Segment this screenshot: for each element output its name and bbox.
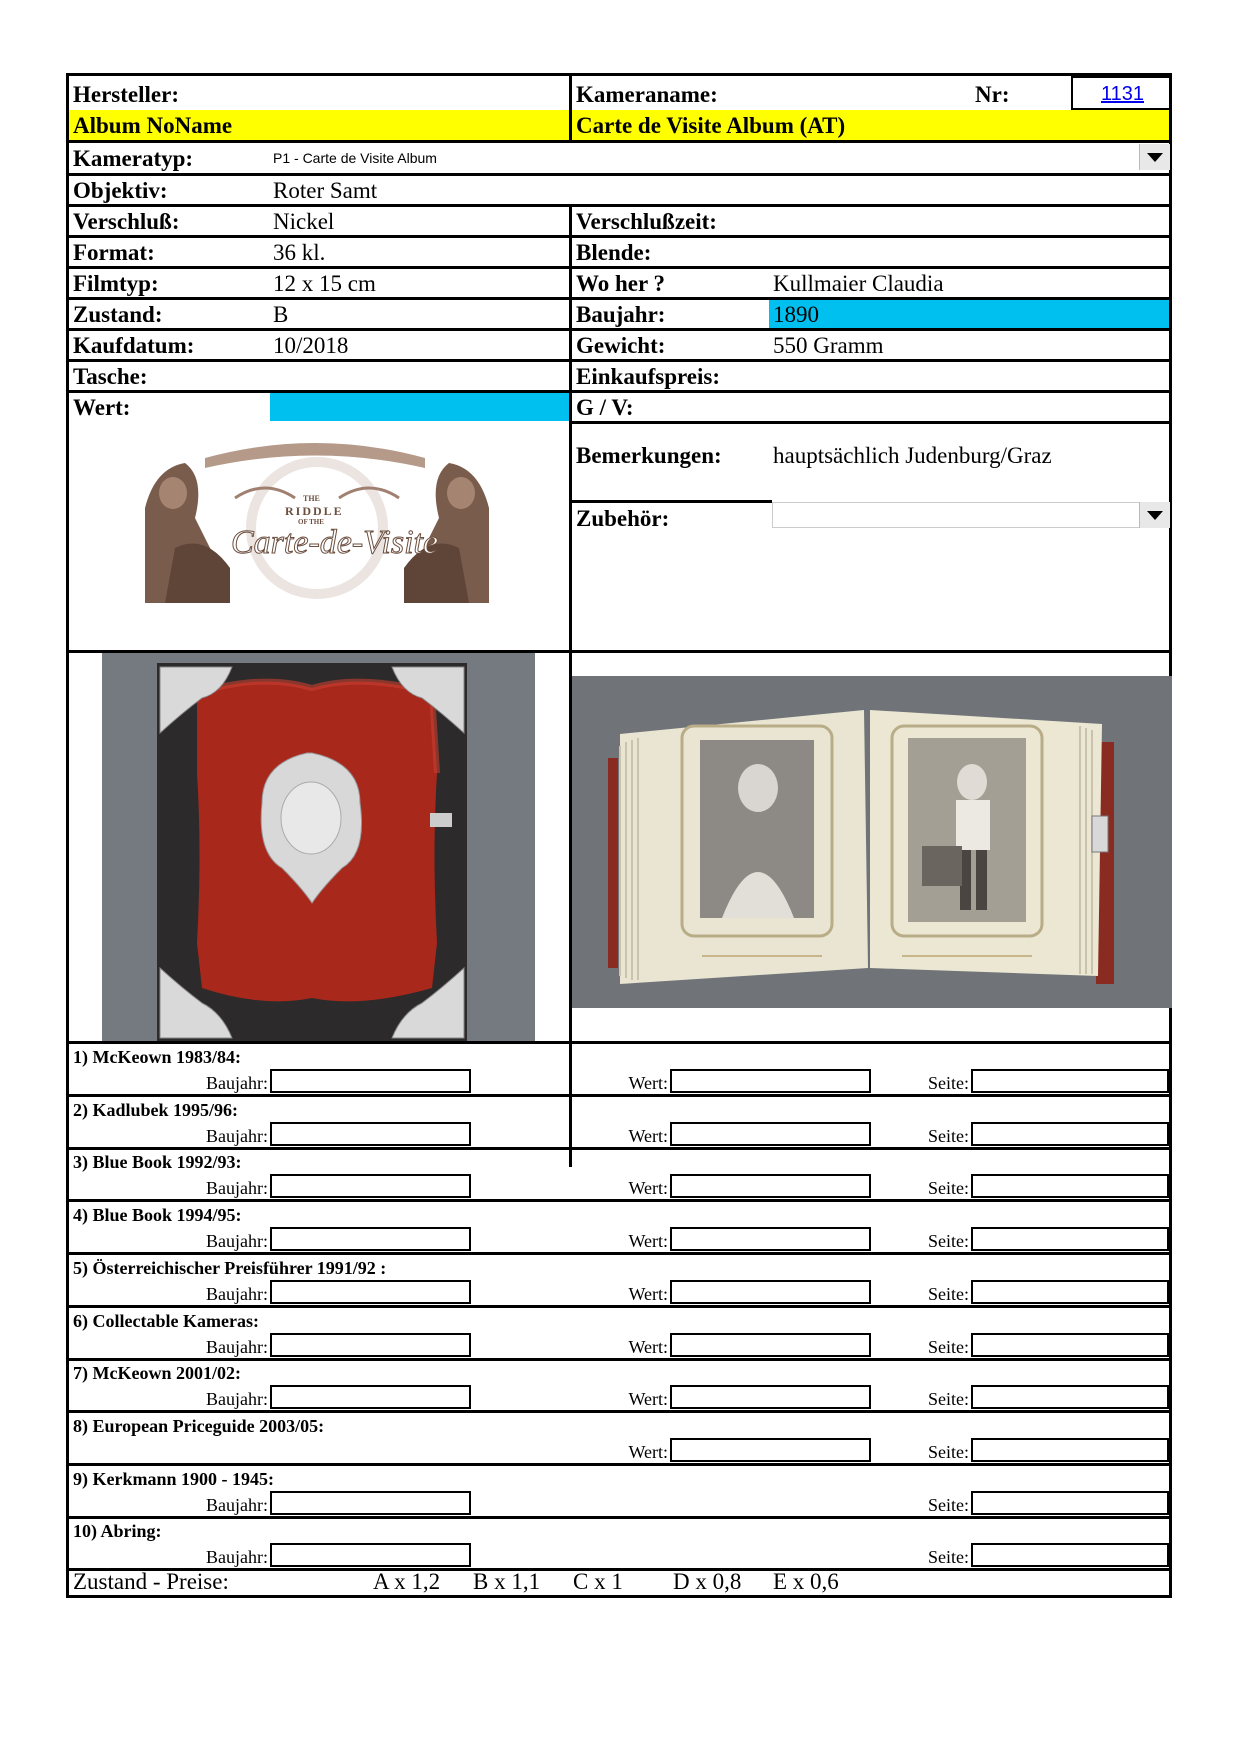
verschluss-value: Nickel <box>273 209 335 234</box>
zustand-label: Zustand: <box>73 302 163 327</box>
wert-label: Wert: <box>73 395 131 420</box>
format-row <box>69 238 1169 266</box>
wert-input[interactable] <box>670 1280 871 1304</box>
baujahr-input[interactable] <box>270 1385 471 1409</box>
wert-row <box>69 393 1169 421</box>
baujahr-label: Baujahr: <box>576 302 666 327</box>
seite-input[interactable] <box>971 1543 1169 1567</box>
zustand-preise-label: Zustand - Preise: <box>73 1569 229 1594</box>
filmtyp-row <box>69 269 1169 297</box>
album-cover-photo <box>102 653 535 1044</box>
open-album-photo <box>572 676 1172 1008</box>
reference-row <box>69 1044 1169 1096</box>
baujahr-label: Baujahr: <box>206 1073 268 1093</box>
zubehoer-select[interactable] <box>772 502 1170 528</box>
zubehoer-label: Zubehör: <box>576 506 670 531</box>
objektiv-label: Objektiv: <box>73 178 168 203</box>
preis-c: C x 1 <box>573 1569 623 1594</box>
baujahr-label: Baujahr: <box>206 1283 268 1304</box>
verschluss-row <box>69 207 1169 235</box>
seite-label: Seite: <box>928 1283 969 1304</box>
wert-input[interactable] <box>670 1385 871 1409</box>
seite-label: Seite: <box>928 1441 969 1462</box>
kameratyp-row <box>69 143 1169 173</box>
format-label: Format: <box>73 240 155 265</box>
baujahr-input[interactable] <box>270 1491 471 1515</box>
album-cover-graphic <box>102 653 535 1044</box>
wert-label: Wert: <box>628 1125 668 1146</box>
kaufdatum-row <box>69 331 1169 359</box>
reference-title: 6) Collectable Kameras: <box>73 1310 259 1331</box>
carte-de-visite-logo <box>135 438 499 606</box>
logo-line3: OF THE <box>298 518 324 526</box>
zustand-row <box>69 300 1169 328</box>
seite-input[interactable] <box>971 1227 1169 1251</box>
reference-row <box>69 1360 1169 1412</box>
wert-label: Wert: <box>628 1231 668 1252</box>
open-album-graphic <box>572 676 1172 1008</box>
wert-input[interactable] <box>670 1333 871 1357</box>
zubehoer-dropdown-icon[interactable] <box>1139 502 1170 528</box>
gewicht-value: 550 Gramm <box>773 333 884 358</box>
preis-d: D x 0,8 <box>673 1569 742 1594</box>
baujahr-label: Baujahr: <box>206 1494 268 1515</box>
nr-box <box>1071 76 1172 110</box>
verschluss-label: Verschluß: <box>73 209 180 234</box>
seite-label: Seite: <box>928 1494 969 1515</box>
preis-b: B x 1,1 <box>473 1569 541 1594</box>
kameratyp-select-value[interactable]: P1 - Carte de Visite Album <box>273 150 437 166</box>
reference-title: 3) Blue Book 1992/93: <box>73 1152 242 1173</box>
seite-input[interactable] <box>971 1174 1169 1198</box>
baujahr-highlight <box>769 300 1169 328</box>
seite-input[interactable] <box>971 1385 1169 1409</box>
seite-label: Seite: <box>928 1178 969 1199</box>
kaufdatum-value: 10/2018 <box>273 333 349 358</box>
reference-row <box>69 1518 1169 1570</box>
seite-input[interactable] <box>971 1333 1169 1357</box>
seite-label: Seite: <box>928 1336 969 1357</box>
seite-label: Seite: <box>928 1389 969 1410</box>
zustand-value: B <box>273 302 289 327</box>
zustand-preise-row <box>69 1566 1169 1596</box>
header-values-row <box>69 110 1169 140</box>
reference-row <box>69 1466 1169 1518</box>
reference-title: 2) Kadlubek 1995/96: <box>73 1099 239 1120</box>
wert-highlight <box>270 393 570 421</box>
preis-a: A x 1,2 <box>373 1569 441 1594</box>
bemerkungen-label: Bemerkungen: <box>576 443 722 468</box>
baujahr-input[interactable] <box>270 1069 471 1093</box>
reference-row <box>69 1413 1169 1465</box>
seite-label: Seite: <box>928 1547 969 1568</box>
kaufdatum-label: Kaufdatum: <box>73 333 195 358</box>
seite-label: Seite: <box>928 1231 969 1252</box>
baujahr-label: Baujahr: <box>206 1336 268 1357</box>
objektiv-row <box>69 176 1169 204</box>
reference-row <box>69 1097 1169 1149</box>
baujahr-label: Baujahr: <box>206 1125 268 1146</box>
baujahr-input[interactable] <box>270 1227 471 1251</box>
camera-record-sheet <box>66 73 1172 1598</box>
reference-title: 5) Österreichischer Preisführer 1991/92 : <box>73 1257 387 1278</box>
baujahr-input[interactable] <box>270 1122 471 1146</box>
kameraname-value: Carte de Visite Album (AT) <box>576 113 846 138</box>
baujahr-input[interactable] <box>270 1333 471 1357</box>
logo-line1: THE <box>303 494 320 503</box>
baujahr-input[interactable] <box>270 1174 471 1198</box>
reference-row <box>69 1255 1169 1307</box>
logo-line2: RIDDLE <box>285 504 344 518</box>
reference-row <box>69 1202 1169 1254</box>
baujahr-input[interactable] <box>270 1280 471 1304</box>
baujahr-label: Baujahr: <box>206 1178 268 1199</box>
tasche-row <box>69 362 1169 390</box>
baujahr-label: Baujahr: <box>206 1389 268 1410</box>
blende-label: Blende: <box>576 240 652 265</box>
logo-line4: Carte-de-Visite <box>231 524 439 561</box>
wert-label: Wert: <box>628 1441 668 1462</box>
baujahr-input[interactable] <box>270 1543 471 1567</box>
baujahr-label: Baujahr: <box>206 1547 268 1568</box>
reference-row <box>69 1149 1169 1201</box>
hersteller-label: Hersteller: <box>73 82 179 107</box>
seite-input[interactable] <box>971 1438 1169 1462</box>
woher-value: Kullmaier Claudia <box>773 271 944 296</box>
gewicht-label: Gewicht: <box>576 333 666 358</box>
wert-input[interactable] <box>670 1438 871 1462</box>
preis-e: E x 0,6 <box>773 1569 839 1594</box>
header-row <box>69 76 1169 110</box>
wert-input[interactable] <box>670 1174 871 1198</box>
reference-title: 10) Abring: <box>73 1521 162 1542</box>
seite-label: Seite: <box>928 1125 969 1146</box>
wert-label: Wert: <box>628 1283 668 1304</box>
filmtyp-value: 12 x 15 cm <box>273 271 376 296</box>
seite-input[interactable] <box>971 1280 1169 1304</box>
nr-link[interactable]: 1131 <box>1101 83 1145 105</box>
kameratyp-dropdown-icon[interactable] <box>1139 144 1170 170</box>
kameraname-label: Kameraname: <box>576 82 718 107</box>
reference-row <box>69 1308 1169 1360</box>
reference-title: 1) McKeown 1983/84: <box>73 1047 241 1067</box>
wert-label: Wert: <box>628 1178 668 1199</box>
seite-input[interactable] <box>971 1491 1169 1515</box>
wert-label: Wert: <box>628 1389 668 1410</box>
seite-input[interactable] <box>971 1069 1169 1093</box>
seite-label: Seite: <box>928 1073 969 1093</box>
verschlusszeit-label: Verschlußzeit: <box>576 209 717 234</box>
reference-title: 9) Kerkmann 1900 - 1945: <box>73 1468 274 1489</box>
wert-input[interactable] <box>670 1227 871 1251</box>
nr-label: Nr: <box>975 82 1010 107</box>
objektiv-value: Roter Samt <box>273 178 378 203</box>
kameratyp-label: Kameratyp: <box>73 146 194 171</box>
woher-label: Wo her ? <box>576 271 666 296</box>
gv-label: G / V: <box>576 395 634 420</box>
reference-title: 4) Blue Book 1994/95: <box>73 1205 242 1226</box>
bemerkungen-value: hauptsächlich Judenburg/Graz <box>773 443 1052 468</box>
baujahr-label: Baujahr: <box>206 1231 268 1252</box>
wert-input[interactable] <box>670 1122 871 1146</box>
einkaufspreis-label: Einkaufspreis: <box>576 364 721 389</box>
wert-label: Wert: <box>628 1336 668 1357</box>
wert-label: Wert: <box>628 1073 668 1093</box>
tasche-label: Tasche: <box>73 364 148 389</box>
reference-title: 7) McKeown 2001/02: <box>73 1363 241 1384</box>
hersteller-value: Album NoName <box>73 113 233 138</box>
format-value: 36 kl. <box>273 240 326 265</box>
filmtyp-label: Filmtyp: <box>73 271 159 296</box>
wert-input[interactable] <box>670 1069 871 1093</box>
seite-input[interactable] <box>971 1122 1169 1146</box>
reference-title: 8) European Priceguide 2003/05: <box>73 1415 325 1436</box>
baujahr-value: 1890 <box>773 302 819 327</box>
